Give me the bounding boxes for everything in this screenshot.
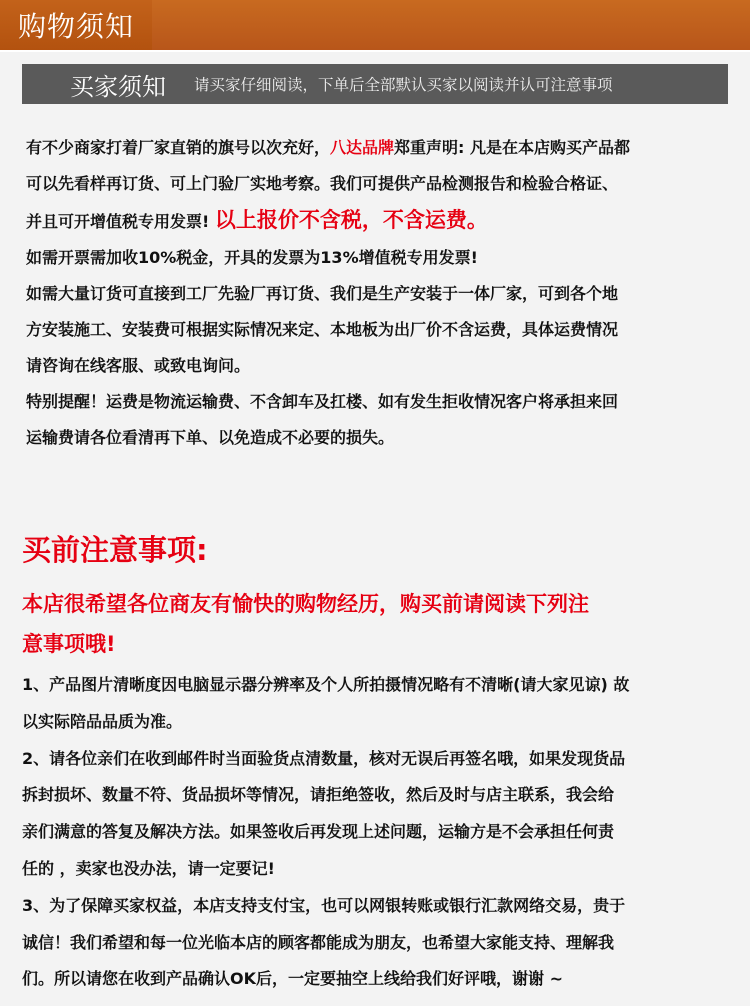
page-header (0, 0, 750, 52)
precaution-line: 3、为了保障买家权益，本店支持支付宝，也可以网银转账或银行汇款网络交易，贵于 (22, 895, 626, 915)
precaution-line: 以实际陪品品质为准。 (22, 711, 183, 731)
notice-text: 并且可开增值税专用发票! (26, 212, 215, 231)
banner-subtitle: 请买家仔细阅读，下单后全部默认买家以阅读并认可注意事项 (194, 76, 613, 94)
precautions-heading: 买前注意事项: (22, 533, 208, 567)
page-title: 购物须知 (17, 10, 134, 43)
precaution-line: 1、产品图片清晰度因电脑显示器分辨率及个人所拍摄情况略有不清晰(请大家见谅) 故 (22, 675, 630, 694)
price-excludes-notice: 以上报价不含税，不含运费。 (214, 208, 488, 232)
precautions-list (22, 667, 732, 998)
notice-line (26, 202, 726, 240)
notice-text: 有不少商家打着厂家直销的旗号以次充好， (26, 138, 331, 157)
notice-line (26, 130, 726, 166)
notice-line: 可以先看样再订货、可上门验厂实地考察。我们可提供产品检测报告和检验合格证、 (26, 174, 619, 193)
lead-line: 本店很希望各位商友有愉快的购物经历，购买前请阅读下列注 (22, 592, 589, 616)
notice-line: 如需大量订货可直接到工厂先验厂再订货、我们是生产安装于一体厂家，可到各个地 (26, 284, 619, 303)
banner-title: 买家须知 (70, 72, 166, 101)
header-title-block (0, 0, 152, 50)
precautions-lead (22, 584, 732, 664)
notice-line: 如需开票需加收10%税金，开具的发票为13%增值税专用发票! (26, 248, 478, 267)
notice-line: 特别提醒！运费是物流运输费、不含卸车及扛楼、如有发生拒收情况客户将承担来回 (26, 392, 619, 411)
brand-name: 八达品牌 (330, 138, 395, 157)
notice-line: 请咨询在线客服、或致电询问。 (26, 356, 251, 375)
precaution-line: 拆封损坏、数量不符、货品损坏等情况，请拒绝签收，然后及时与店主联系，我会给 (22, 785, 615, 805)
precaution-line: 任的 ，卖家也没办法，请一定要记! (22, 858, 275, 878)
precaution-line: 们。所以请您在收到产品确认OK后，一定要抽空上线给我们好评哦，谢谢 ~ (22, 969, 563, 989)
header-rule (152, 0, 750, 50)
precaution-line: 2、请各位亲们在收到邮件时当面验货点清数量，核对无误后再签名哦，如果发现货品 (22, 748, 626, 768)
buyer-notice-banner (22, 64, 728, 104)
precaution-line: 亲们满意的答复及解决方法。如果签收后再发现上述问题，运输方是不会承担任何责 (22, 822, 615, 842)
notice-text: 郑重声明: 凡是在本店购买产品都 (394, 138, 631, 157)
notice-line: 运输费请各位看清再下单、以免造成不必要的损失。 (26, 428, 395, 447)
notice-line: 方安装施工、安装费可根据实际情况来定、本地板为出厂价不含运费，具体运费情况 (26, 320, 619, 339)
precaution-line: 诚信！我们希望和每一位光临本店的顾客都能成为朋友，也希望大家能支持、理解我 (22, 932, 615, 952)
lead-line: 意事项哦! (22, 632, 116, 656)
notice-section (26, 130, 726, 456)
